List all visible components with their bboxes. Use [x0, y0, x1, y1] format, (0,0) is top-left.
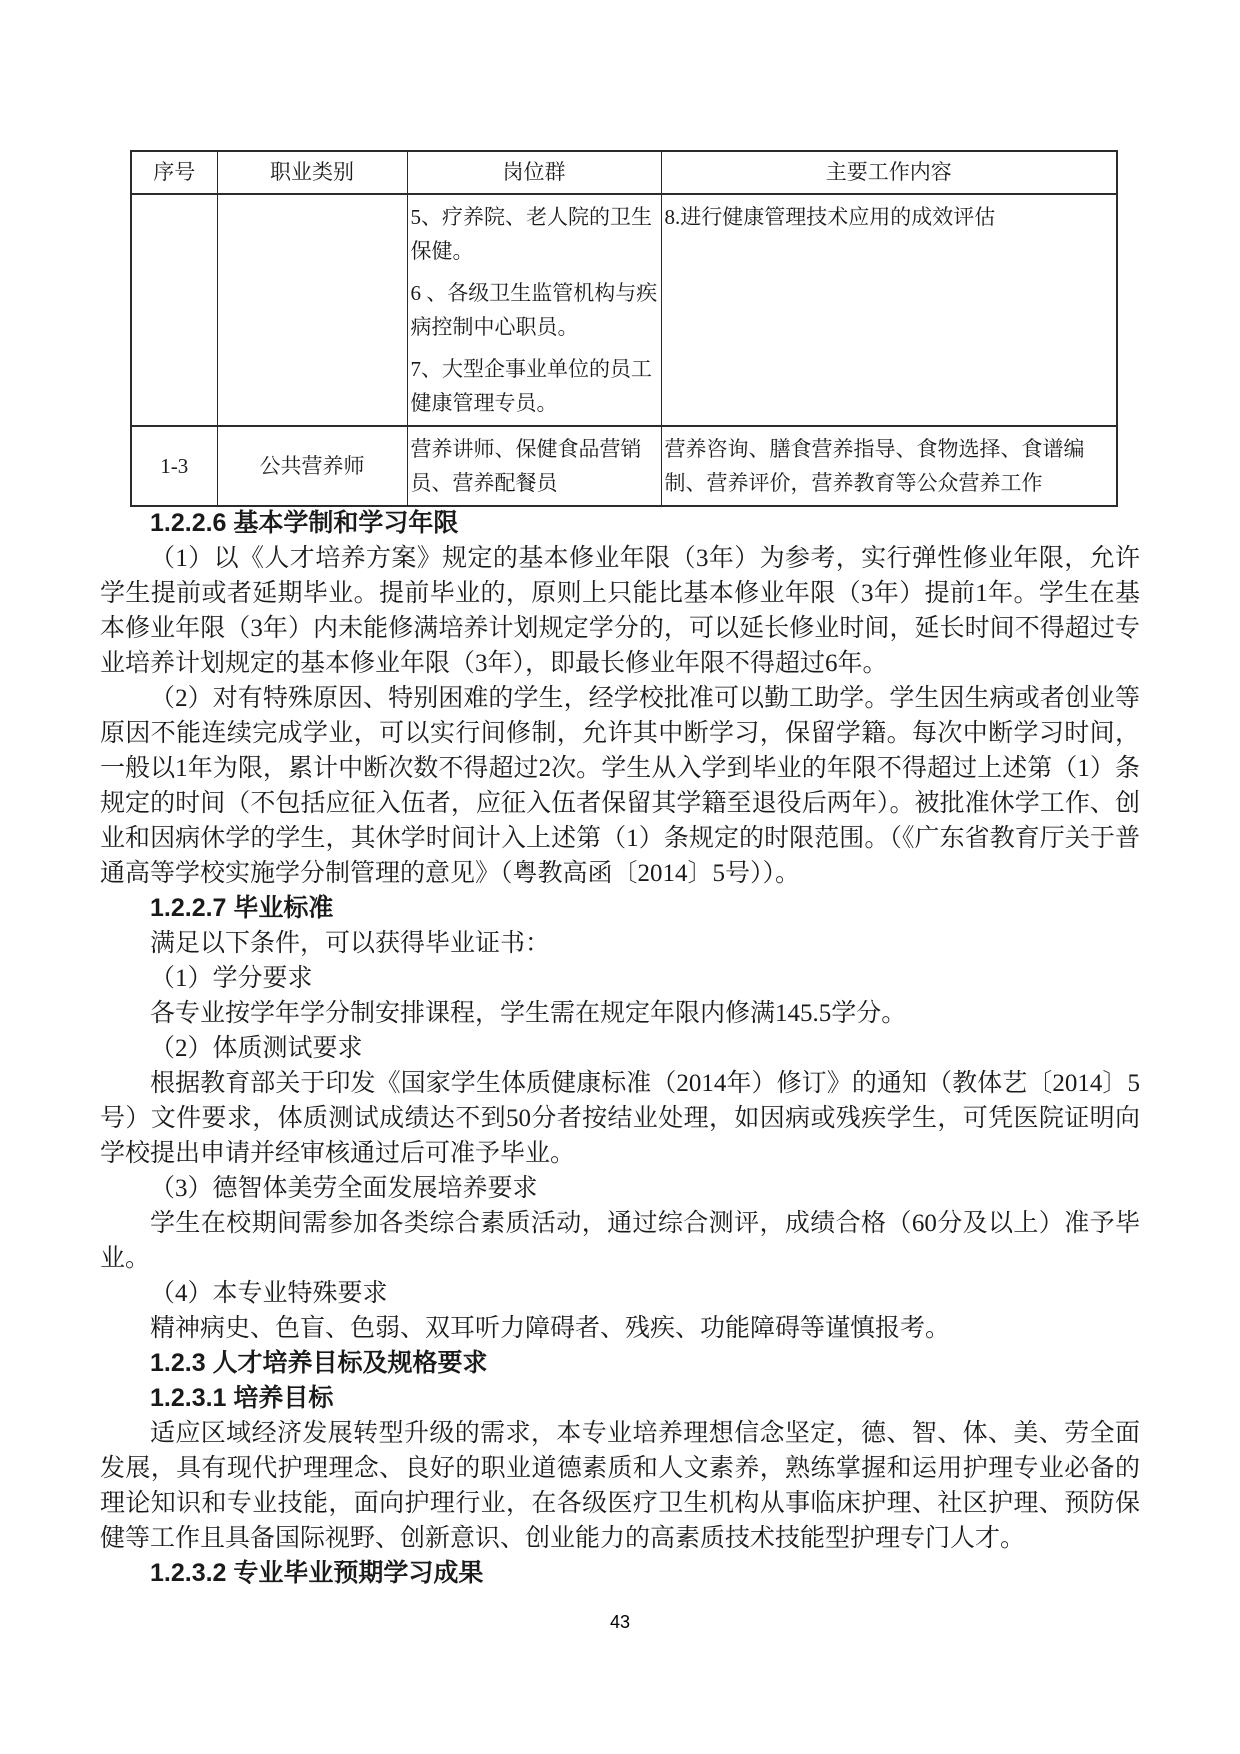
column-header-occupation-category: 职业类别: [217, 151, 407, 194]
cell-seq: 1-3: [131, 426, 217, 506]
item-special-requirement: （4）本专业特殊要求: [150, 1280, 388, 1307]
position-item: 营养讲师、保健食品营销员、营养配餐员: [410, 437, 642, 495]
position-item: 5、疗养院、老人院的卫生保健。: [410, 205, 652, 263]
duty-item: 8.进行健康管理技术应用的成效评估: [664, 205, 996, 229]
paragraph-all-round-development-detail: 学生在校期间需参加各类综合素质活动，通过综合测评，成绩合格（60分及以上）准予毕业。: [100, 1210, 1140, 1272]
item-all-round-development-requirement: （3）德智体美劳全面发展培养要求: [150, 1175, 538, 1202]
column-header-seq: 序号: [131, 151, 217, 194]
cell-position-group: [407, 426, 661, 506]
page-number: 43: [609, 1612, 631, 1632]
paragraph-suspension-rules: （2）对有特殊原因、特别困难的学生，经学校批准可以勤工助学。学生因生病或者创业等原因不能连续完成学业，可以实行间修制，允许其中断学习，保留学籍。每次中断学习时间，一般以1年为限，累计中断次数不得超过2次。学生从入学到毕业的年限不得超过上述第（1）条规定的时间（不包括应征入伍者，应征入伍者保留其学籍至退役后两年）。被批准休学工作、创业和因病休学的学生，其休学时间计入上述第（1）条规定的时限范围。（《广东省教育厅关于普通高等学校实施学分制管理的意见》（粤教高函〔2014〕5号））。: [100, 685, 1140, 887]
paragraph-fitness-test-detail: 根据教育部关于印发《国家学生体质健康标准（2014年）修订》的通知（教体艺〔2014〕5号）文件要求，体质测试成绩达不到50分者按结业处理，如因病或残疾学生，可凭医院证明向学校提出申请并经审核通过后可准予毕业。: [100, 1070, 1140, 1167]
table-row-1-3: [131, 426, 1117, 506]
column-header-main-duties: 主要工作内容: [661, 151, 1117, 194]
paragraph-training-goal-detail: 适应区域经济发展转型升级的需求，本专业培养理想信念坚定，德、智、体、美、劳全面发展，具有现代护理理念、良好的职业道德素质和人文素养，熟练掌握和运用护理专业必备的理论知识和专业技能，面向护理行业，在各级医疗卫生机构从事临床护理、社区护理、预防保健等工作且具备国际视野、创新意识、创业能力的高素质技术技能型护理专门人才。: [100, 1420, 1140, 1552]
cell-main-duties: [661, 426, 1117, 506]
heading-1-2-3-2-expected-learning-outcomes: 1.2.3.2 专业毕业预期学习成果: [150, 1559, 484, 1587]
column-header-position-group: 岗位群: [407, 151, 661, 194]
heading-1-2-3-training-objectives: 1.2.3 人才培养目标及规格要求: [150, 1349, 488, 1377]
table-row-continued: [131, 194, 1117, 426]
heading-1-2-3-1-training-goal: 1.2.3.1 培养目标: [150, 1384, 334, 1412]
cell-occupation-category: [217, 194, 407, 426]
cell-main-duties: [661, 194, 1117, 426]
item-credit-requirement: （1）学分要求: [150, 965, 313, 992]
paragraph-flexible-years: （1）以《人才培养方案》规定的基本修业年限（3年）为参考，实行弹性修业年限，允许学生提前或者延期毕业。提前毕业的，原则上只能比基本修业年限（3年）提前1年。学生在基本修业年限（3年）内未能修满培养计划规定学分的，可以延长修业时间，延长时间不得超过专业培养计划规定的基本修业年限（3年），即最长修业年限不得超过6年。: [100, 545, 1140, 677]
paragraph-credit-detail: 各专业按学年学分制安排课程，学生需在规定年限内修满145.5学分。: [150, 1000, 907, 1027]
paragraph-special-requirement-detail: 精神病史、色盲、色弱、双耳听力障碍者、残疾、功能障碍等谨慎报考。: [150, 1315, 951, 1342]
paragraph-graduation-conditions-intro: 满足以下条件，可以获得毕业证书：: [150, 930, 551, 957]
table-header-row: [131, 151, 1117, 194]
cell-position-group: [407, 194, 661, 426]
position-item: 7、大型企事业单位的员工健康管理专员。: [410, 357, 652, 415]
occupation-positions-table: [130, 150, 1118, 507]
duty-item: 营养咨询、膳食营养指导、食物选择、食谱编制、营养评价，营养教育等公众营养工作: [664, 437, 1085, 495]
heading-1-2-2-7-graduation-standard: 1.2.2.7 毕业标准: [150, 894, 334, 922]
cell-occupation-category: 公共营养师: [217, 426, 407, 506]
position-item: 6 、各级卫生监管机构与疾病控制中心职员。: [410, 281, 658, 339]
cell-seq: [131, 194, 217, 426]
heading-1-2-2-6-schooling-years: 1.2.2.6 基本学制和学习年限: [150, 509, 459, 537]
document-body: [100, 506, 1140, 1591]
item-fitness-test-requirement: （2）体质测试要求: [150, 1035, 363, 1062]
